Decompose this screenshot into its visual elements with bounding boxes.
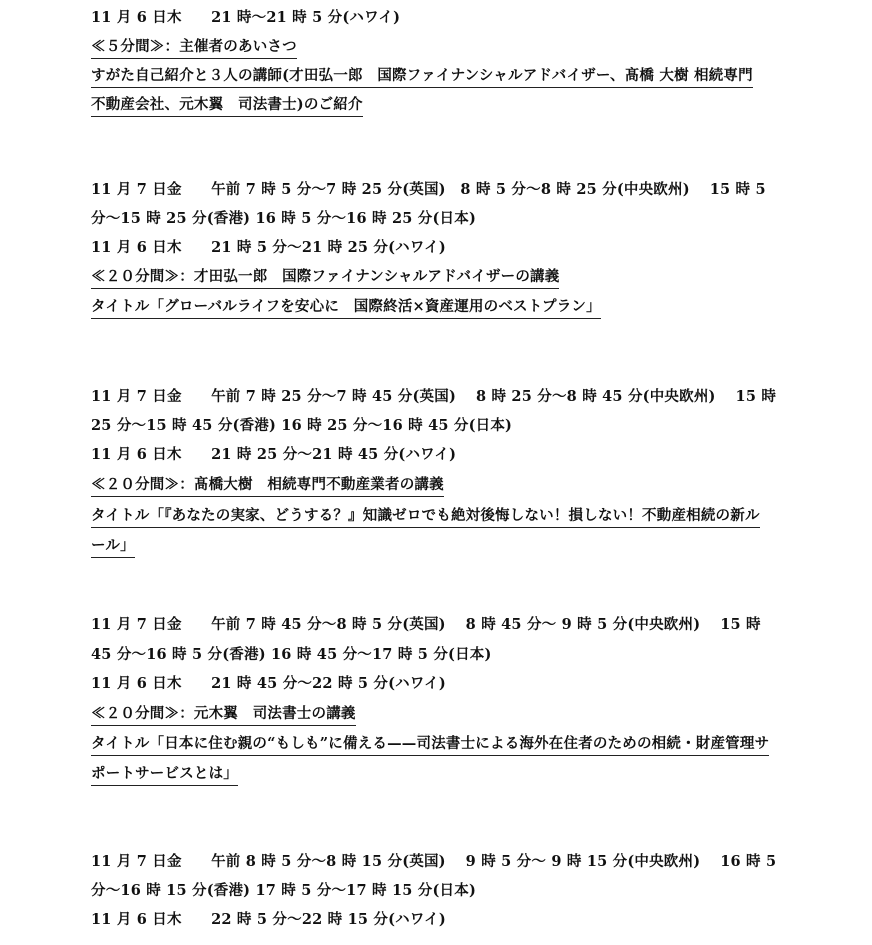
- schedule-times-line-1: 11 月 7 日金 午前 7 時 25 分〜7 時 45 分(英国) 8 時 25 分〜8 時 45 分(中央欧州) 15 時: [91, 388, 777, 405]
- session-title-line-1: タイトル「『あなたの実家、どうする？』知識ゼロでも絶対後悔しない！損しない！不動産相続の新ル: [91, 506, 760, 528]
- session-heading: ≪２０分間≫：髙橋大樹 相続専門不動産業者の講義: [91, 475, 444, 497]
- schedule-times-line-1: 11 月 7 日金 午前 7 時 5 分〜7 時 25 分(英国) 8 時 5 分〜8 時 25 分(中央欧州) 15 時 5: [91, 181, 766, 198]
- schedule-times-line-1: 11 月 7 日金 午前 7 時 45 分〜8 時 5 分(英国) 8 時 45 分〜 9 時 5 分(中央欧州) 15 時: [91, 616, 761, 633]
- schedule-time-hawaii: 11 月 6 日木 22 時 5 分〜22 時 15 分(ハワイ): [91, 911, 446, 928]
- session-title-line-2: ポートサービスとは」: [91, 764, 238, 786]
- schedule-times-line-2: 25 分〜15 時 45 分(香港) 16 時 25 分〜16 時 45 分(日本): [91, 417, 513, 434]
- schedule-time-hawaii: 11 月 6 日木 21 時 5 分〜21 時 25 分(ハワイ): [91, 239, 446, 256]
- schedule-times-line-1: 11 月 7 日金 午前 8 時 5 分〜8 時 15 分(英国) 9 時 5 分〜 9 時 15 分(中央欧州) 16 時 5: [91, 853, 777, 870]
- session-title-line-2: ール」: [91, 536, 135, 558]
- session-heading: ≪２０分間≫：元木翼 司法書士の講義: [91, 704, 356, 726]
- session-heading: ≪２０分間≫：才田弘一郎 国際ファイナンシャルアドバイザーの講義: [91, 267, 559, 289]
- session-description-line-2: 不動産会社、元木翼 司法書士)のご紹介: [91, 95, 363, 117]
- session-title-line-1: タイトル「日本に住む親の“もしも”に備える——司法書士による海外在住者のための相続・財産管理サ: [91, 734, 769, 756]
- session-description-line-1: すがた自己紹介と３人の講師(才田弘一郎 国際ファイナンシャルアドバイザー、髙橋 大樹 相続専門: [91, 66, 753, 88]
- schedule-times-line-2: 分〜15 時 25 分(香港) 16 時 5 分〜16 時 25 分(日本): [91, 210, 477, 227]
- schedule-time-hawaii: 11 月 6 日木 21 時 45 分〜22 時 5 分(ハワイ): [91, 675, 446, 692]
- schedule-time-hawaii: 11 月 6 日木 21 時 25 分〜21 時 45 分(ハワイ): [91, 446, 457, 463]
- schedule-times-line-2: 分〜16 時 15 分(香港) 17 時 5 分〜17 時 15 分(日本): [91, 882, 477, 899]
- session-heading: ≪５分間≫：主催者のあいさつ: [91, 37, 297, 59]
- schedule-times-line-2: 45 分〜16 時 5 分(香港) 16 時 45 分〜17 時 5 分(日本): [91, 646, 492, 663]
- schedule-time-hawaii: 11 月 6 日木 21 時〜21 時 5 分(ハワイ): [91, 9, 401, 26]
- session-title: タイトル「グローバルライフを安心に 国際終活×資産運用のベストプラン」: [91, 297, 601, 319]
